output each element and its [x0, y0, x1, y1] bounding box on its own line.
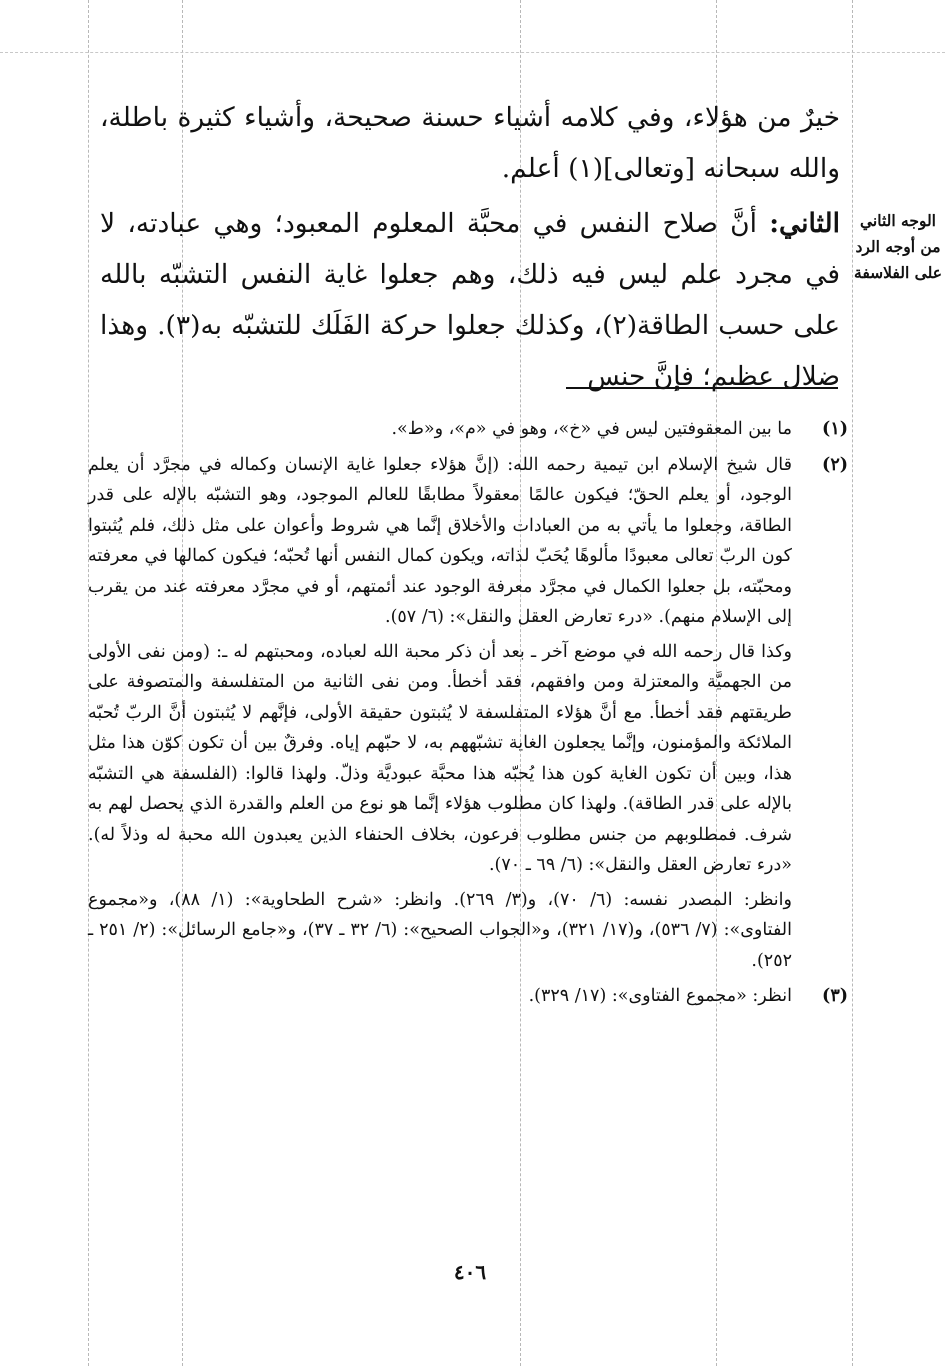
footnote-number: (٢): [822, 454, 848, 475]
footnote-body: [88, 414, 792, 445]
footnote-text: وكذا قال رحمه الله في موضع آخر ـ بعد أن ذكر محبة الله لعباده، ومحبتهم له ـ: (ومن نفى الأولى من الجهميَّة والمعتزلة ومن وافقهم، فقد أخطأ. ومن نفى الثانية من المتفلسفة والمتصوفة على طريقتهم فقد أخطأ. مع أنَّ هؤلاء المتفلسفة لا يُثبتون حقيقة الأولى، فإنَّهم لا يُثبتون أنَّ الربّ تُحبّه الملائكة والمؤمنون، وإنَّما يجعلون الغاية تشبّههم به، لا حبّهم إياه. وفرقٌ بين أن تكون كوّن هذا مثل هذا، وبين أن تكون الغاية كون هذا يُحبّه هذا محبَّة عبوديَّة وذلّ. ولهذا قالوا: (الفلسفة هي التشبّه بالإله على قدر الطاقة). ولهذا كان مطلوب هؤلاء إنَّما هو نوع من العلم والقدرة الذي يحصل لهم به شرف. فمطلوبهم من جنس مطلوب فرعون، بخلاف الحنفاء الذين يعبدون الله محبة له وذلاً له). «درء تعارض العقل والنقل»: (٦/ ٦٩ ـ ٧٠).: [88, 641, 792, 875]
footnote-3: [88, 981, 848, 1012]
footnote-number: (١): [822, 419, 848, 439]
point-lead: الثاني:: [769, 208, 840, 239]
footnotes: [88, 414, 848, 1017]
footnote-body: [88, 450, 792, 977]
footnote-text: انظر: «مجموع الفتاوى»: (١٧/ ٣٢٩).: [528, 986, 792, 1006]
footnote-1: [88, 414, 848, 445]
scan-guide-line: [852, 0, 853, 1366]
footnote-text: وانظر: المصدر نفسه: (٦/ ٧٠)، و(٣/ ٢٦٩). وانظر: «شرح الطحاوية»: (١/ ٨٨)، و«مجموع الفتاوى»: (٧/ ٥٣٦)، و(١٧/ ٣٢١)، و«الجواب الصحيح»: (٦/ ٣٢ ـ ٣٧)، و«جامع الرسائل»: (٢/ ٢٥١ ـ ٢٥٢).: [88, 889, 793, 971]
main-text: [100, 92, 840, 402]
footnote-text: قال شيخ الإسلام ابن تيمية رحمه الله: (إنَّ هؤلاء جعلوا غاية الإنسان وكماله في مجرَّد أن يعلم الوجود، أو يعلم الحقّ؛ فيكون عالمًا معقولاً مطابقًا للعالم الموجود، وهو التشبّه بالإله على قدر الطاقة، وجعلوا ما يأتي به من العبادات والأخلاق إنَّما هي شروط وأعوان على مثل ذلك، فلم يُثبتوا كون الربّ تعالى معبودًا مألوهًا يُحَبّ لذاته، ويكون كمال النفس أنها تُحبّه؛ فيكون كمالها في معرفته ومحبّته، بل جعلوا الكمال في مجرَّد معرفة الوجود عند أئمتهم، أو في مجرَّد معرفته عند من يقرب إلى الإسلام منهم). «درء تعارض العقل والنقل»: (٦/ ٥٧).: [88, 454, 792, 627]
scan-guide-line: [0, 52, 945, 53]
main-paragraph-2: [100, 198, 840, 402]
main-paragraph-1: خيرٌ من هؤلاء، وفي كلامه أشياء حسنة صحيحة، وأشياء كثيرة باطلة، والله سبحانه [وتعالى](١) أعلم.: [100, 102, 840, 184]
footnote-text: ما بين المعقوفتين ليس في «خ»، وهو في «م»، و«ط».: [391, 419, 792, 439]
footnote-number: (٣): [822, 986, 848, 1006]
margin-heading: الوجه الثاني من أوجه الرد على الفلاسفة: [854, 211, 942, 282]
point-body: أنَّ صلاح النفس في محبَّة المعلوم المعبود؛ وهي عبادته، لا في مجرد علم ليس فيه ذلك، وهم جعلوا غاية النفس التشبّه بالله على حسب الطاقة(٢)، وكذلك جعلوا حركة الفَلَك للتشبّه به(٣). وهذا ضلال عظيم؛ فإنَّ جنس: [100, 208, 840, 392]
footnote-separator: [566, 387, 838, 389]
footnote-body: [88, 981, 792, 1012]
page-number: ٤٠٦: [453, 1260, 487, 1284]
footnote-2: [88, 450, 848, 977]
